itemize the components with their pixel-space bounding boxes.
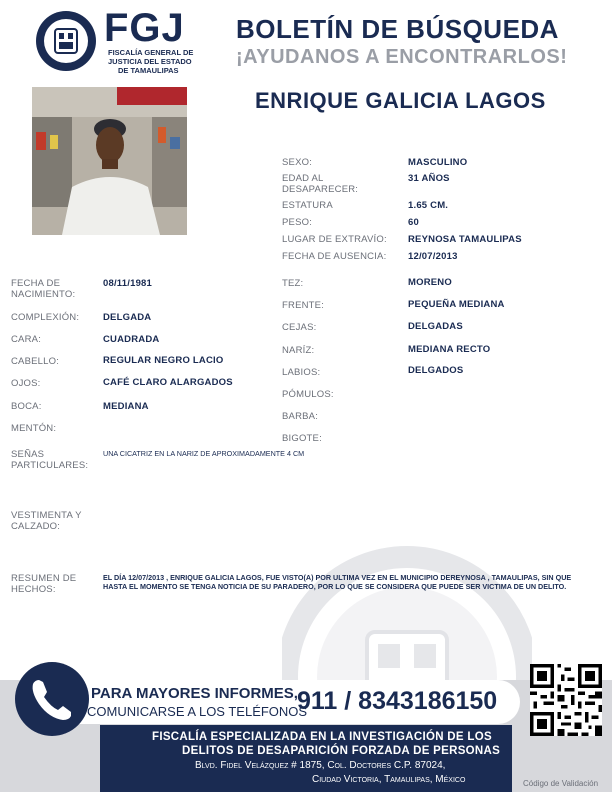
field-value-frente: PEQUEÑA MEDIANA [408,299,505,310]
field-label-peso: PESO: [282,217,313,228]
field-label-edad [282,173,358,195]
address-line-2: Ciudad Victoria, Tamaulipas, México [312,774,466,785]
field-label-cejas: CEJAS: [282,322,317,333]
field-label-nacimiento [11,278,75,300]
field-value-fecha-ausencia: 12/07/2013 [408,251,458,262]
field-value-cejas: DELGADAS [408,321,463,332]
field-label-cabello: CABELLO: [11,356,60,367]
field-value-resumen: EL DÍA 12/07/2013 , ENRIQUE GALICIA LAGOS, FUE VISTO(A) POR ULTIMA VEZ EN EL MUNICIPIO DEREYNOSA , TAMAULIPAS, SIN QUE HASTA EL MOMENTO SE TENGA NOTICIA DE SU PARADERO, POR LO QUE SE CONSIDERA QUE PUEDE SER VICTIMA DE UN DELITO. [103,573,572,591]
field-value-senas: UNA CICATRIZ EN LA NARIZ DE APROXIMADAMENTE 4 CM [103,449,305,458]
field-value-labios: DELGADOS [408,365,464,376]
header [0,0,612,80]
field-label-complexion: COMPLEXIÓN: [11,312,80,323]
field-label-resumen-l1: RESUMEN DE [11,573,77,584]
phone-number[interactable]: 911 / 8343186150 [297,687,498,715]
field-value-estatura: 1.65 CM. [408,200,449,211]
missing-person-photo [32,87,187,235]
field-value-boca: MEDIANA [103,401,149,412]
phone-icon-badge [15,662,89,736]
field-label-menton: MENTÓN: [11,423,57,434]
info-line-1: PARA MAYORES INFORMES, [91,685,298,702]
field-label-labios: LABIOS: [282,367,321,378]
field-label-vestimenta-l1: VESTIMENTA Y [11,510,82,521]
field-label-bigote: BIGOTE: [282,433,322,444]
state-seal-icon [35,10,97,72]
agency-line-1: FISCALÍA ESPECIALIZADA EN LA INVESTIGACIÓN DE LOS [152,731,492,743]
field-label-lugar: LUGAR DE EXTRAVÍO: [282,234,387,245]
field-value-cabello: REGULAR NEGRO LACIO [103,355,224,366]
field-label-senas [11,449,88,471]
field-label-nacimiento-l2: NACIMIENTO: [11,289,76,300]
field-label-vestimenta [11,510,82,532]
info-line-2: COMUNICARSE A LOS TELÉFONOS [87,704,308,719]
field-value-edad: 31 AÑOS [408,173,450,184]
field-label-edad-l1: EDAD AL [282,173,324,184]
field-label-boca: BOCA: [11,401,42,412]
field-value-peso: 60 [408,217,419,228]
field-label-cara: CARA: [11,334,42,345]
field-value-tez: MORENO [408,277,452,288]
field-label-fecha-ausencia: FECHA DE AUSENCIA: [282,251,387,262]
field-label-barba: BARBA: [282,411,319,422]
field-label-senas-l1: SEÑAS [11,449,45,460]
missing-person-name: ENRIQUE GALICIA LAGOS [255,88,546,113]
field-label-resumen-l2: HECHOS: [11,584,56,595]
address-line-1: Blvd. Fidel Velázquez # 1875, Col. Doctores C.P. 87024, [195,760,446,771]
phone-icon [15,662,89,736]
agency-line-2: DELITOS DE DESAPARICIÓN FORZADA DE PERSONAS [182,745,501,757]
field-label-edad-l2: DESAPARECER: [282,184,359,195]
field-label-frente: FRENTE: [282,300,325,311]
field-label-tez: TEZ: [282,278,304,289]
field-label-ojos: OJOS: [11,378,41,389]
logo-acronym: FGJ [104,6,185,50]
field-label-nacimiento-l1: FECHA DE [11,278,61,289]
bulletin-title: BOLETÍN DE BÚSQUEDA [236,14,559,44]
field-value-sexo: MASCULINO [408,157,468,168]
field-label-senas-l2: PARTICULARES: [11,460,89,471]
qr-caption: Código de Validación [523,779,599,788]
logo-line-3: DE TAMAULIPAS [118,66,179,75]
field-value-nariz: MEDIANA RECTO [408,344,491,355]
field-label-nariz: NARÍZ: [282,345,315,356]
qr-code-icon[interactable] [530,664,602,736]
field-value-nacimiento: 08/11/1981 [103,278,153,289]
field-value-ojos: CAFÉ CLARO ALARGADOS [103,377,233,388]
field-value-lugar: REYNOSA TAMAULIPAS [408,234,522,245]
field-label-vestimenta-l2: CALZADO: [11,521,61,532]
field-value-cara: CUADRADA [103,334,160,345]
logo-line-2: JUSTICIA DEL ESTADO [108,57,192,66]
field-label-pomulos: PÓMULOS: [282,389,334,400]
field-value-complexion: DELGADA [103,312,152,323]
field-label-estatura: ESTATURA [282,200,333,211]
photo-illustration [32,87,187,235]
field-label-sexo: SEXO: [282,157,313,168]
logo-line-1: FISCALÍA GENERAL DE [108,48,194,57]
bulletin-subtitle: ¡AYUDANOS A ENCONTRARLOS! [236,46,568,68]
field-label-resumen [11,573,76,595]
